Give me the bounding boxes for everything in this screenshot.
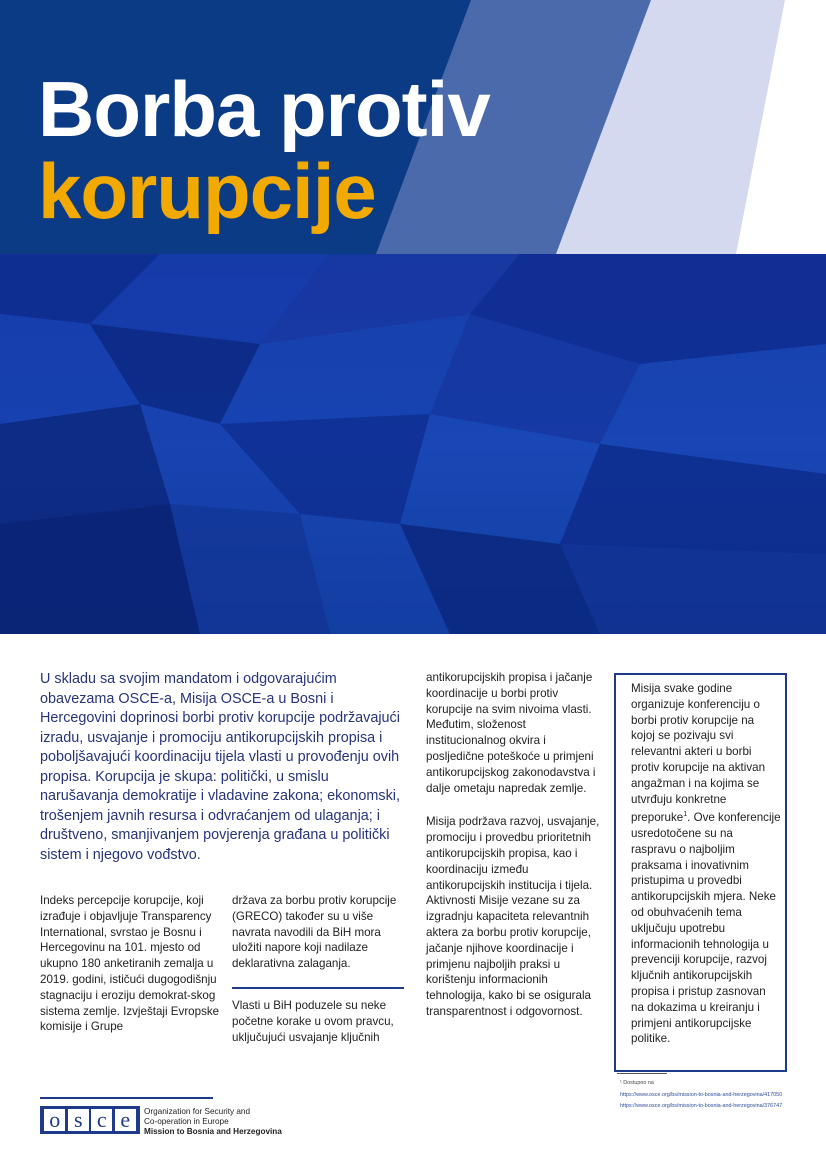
- footnote-link-2[interactable]: https://www.osce.org/bs/mission-to-bosnia-and-herzegovina/376747: [620, 1103, 783, 1109]
- footnote: [620, 1078, 820, 1113]
- column-3-paragraph-1: antikorupcijskih propisa i jačanje koordinacije u borbi protiv korupcije na svim nivoima vlasti. Međutim, složenost institucionalnog okvira i posljedične poteškoće u primjeni antikorupcijskog zakonodavstva i dalje ometaju napredak zemlje.: [426, 671, 596, 795]
- footnote-label: ¹ Dostupno na: [620, 1080, 654, 1086]
- footnote-marker: 1: [683, 811, 688, 819]
- column-2-paragraph-1: država za borbu protiv korupcije (GRECO) također su u više navrata navodili da BiH mora uložiti napore koji nadilaze deklarativna zalaganja.: [232, 894, 397, 971]
- column-3: [426, 670, 604, 1020]
- intro-paragraph: U skladu sa svojim mandatom i odgovarajućim obavezama OSCE-a, Misija OSCE-a u Bosni i Hercegovini doprinosi borbi protiv korupcije podržavajući izradu, usvajanje i promociju antikorupcijskih propisa i poboljšavajući koordinaciju tijela vlasti u provođenju ovih propisa. Korupcija je skupa: politički, u smislu narušavanja demokratije i vladavine zakona; ekonomski, trošenjem javnih resursa i odvraćanjem od ulaganja; i društveno, smanjivanjem povjerenja građana u politički sistem i njegovo vođstvo.: [40, 671, 400, 863]
- osce-logo: [40, 1106, 140, 1134]
- organization-name: [144, 1107, 282, 1137]
- hero-image: [0, 254, 826, 634]
- column-3-paragraph-2: Misija podržava razvoj, usvajanje, promociju i provedbu prioritetnih antikorupcijskih propisa, kao i koordinaciju između antikorupcijskih institucija i tijela. Aktivnosti Misije vezane su za izgradnju kapaciteta relevantnih aktera za borbu protiv korupcije, jačanje njihove koordinacije i primjenu najboljih praksi u korištenju informacionih tehnologija, kako bi se osigurala transparentnost i odgovornost.: [426, 815, 600, 1018]
- column-1-text: Indeks percepcije korupcije, koji izrađuje i objavljuje Transparency International, svrstao je Bosnu i Hercegovinu na 101. mjesto od ukupno 180 anketiranih zemalja u 2019. godini, ističući dugogodišnju stagnaciju i eroziju demokrat-skog sistema zemlje. Izvještaji Evropske komisije i Grupe: [40, 894, 220, 1034]
- osce-logo-letter: e: [115, 1109, 136, 1131]
- footnote-divider: [617, 1073, 667, 1074]
- sidebar-text-part-1: Misija svake godine organizuje konferenciju o borbi protiv korupcije na kojoj se pozivaju svi relevantni akteri u borbi protiv korupcije na aktivan angažman i na kojima se utvrđuju konkretne preporuke: [631, 682, 766, 825]
- org-line-2: Co-operation in Europe: [144, 1117, 229, 1126]
- osce-logo-letter: o: [44, 1109, 65, 1131]
- column-2-paragraph-2: Vlasti u BiH poduzele su neke početne korake u ovom pravcu, uključujući usvajanje ključnih: [232, 998, 394, 1044]
- title-line-2: korupcije: [38, 147, 376, 235]
- sidebar-box-text: [631, 681, 781, 1047]
- osce-logo-letter: s: [68, 1109, 89, 1131]
- sidebar-text-part-2: . Ove konferencije usredotočene su na raspravu o najboljim praksama i inovativnim pristupima u provedbi antikorupcijskih mjera. Neke od obuhvaćenih tema uključuju upotrebu informacionih tehnologija u prevenciji korupcije, razvoj ključnih antikorupcijskih propisa i pristup zasnovan na dokazima u kreiranju i primjeni antikorupcijske politike.: [631, 811, 781, 1046]
- hero-polygon-art: [0, 254, 826, 634]
- footnote-link-1[interactable]: https://www.osce.org/bs/mission-to-bosnia-and-herzegovina/417050: [620, 1091, 783, 1098]
- org-line-3: Mission to Bosnia and Herzegovina: [144, 1127, 282, 1136]
- title-line-1: Borba protiv: [38, 65, 490, 153]
- column-2-divider: [232, 987, 404, 989]
- logo-divider: [40, 1097, 213, 1099]
- osce-logo-letter: c: [91, 1109, 112, 1131]
- column-1: [40, 893, 220, 1035]
- column-2: [232, 893, 408, 1045]
- org-line-1: Organization for Security and: [144, 1107, 251, 1116]
- header-banner: [0, 0, 826, 254]
